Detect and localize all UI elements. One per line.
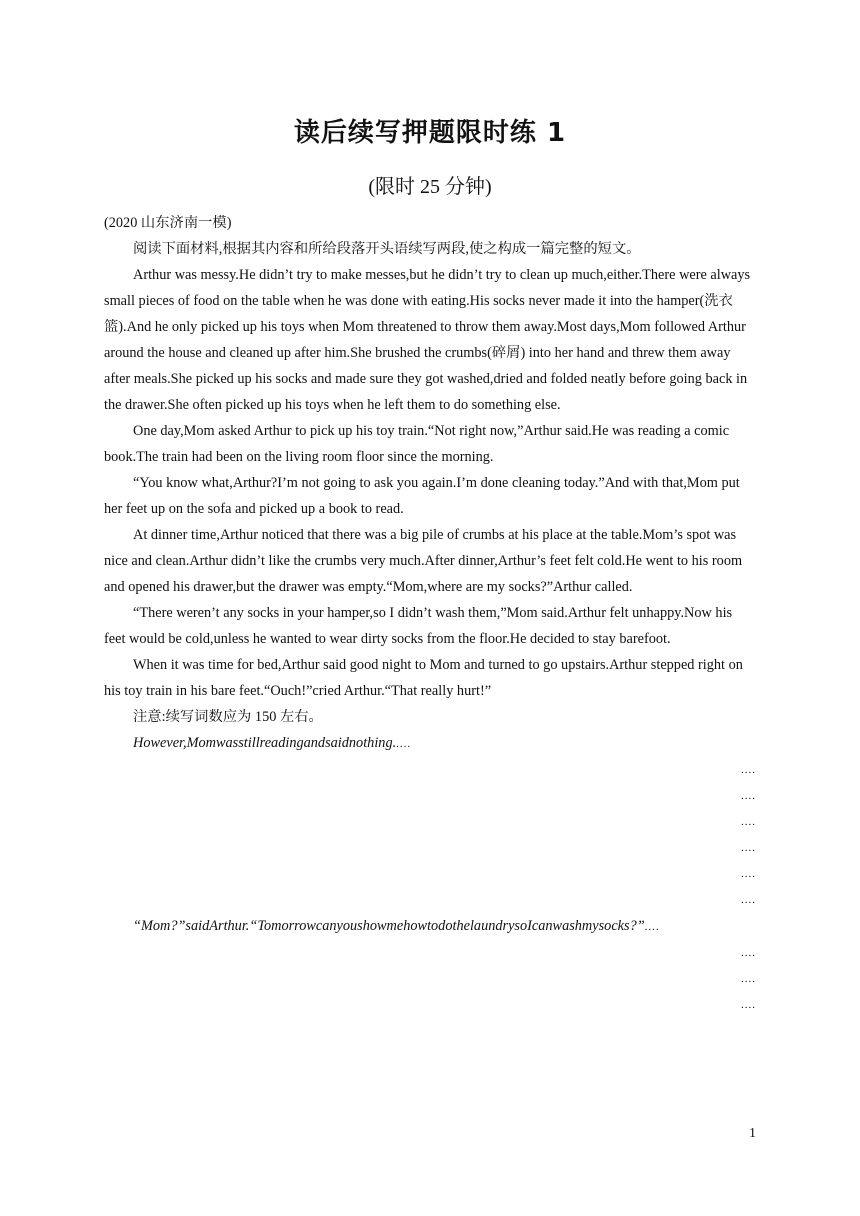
story-paragraph: “You know what,Arthur?I’m not going to ask you again.I’m done cleaning today.”And with that,Mom put her feet up on the sofa and picked up a book to read. (104, 475, 740, 517)
writing-line: .... (741, 816, 756, 828)
story-paragraph: When it was time for bed,Arthur said good night to Mom and turned to go upstairs.Arthur stepped right on his toy train in his bare feet.“Ouch!”cried Arthur.“That really hurt!” (104, 657, 743, 699)
story-paragraph: “There weren’t any socks in your hamper,so I didn’t wash them,”Mom said.Arthur felt unhappy.Now his feet would be cold,unless he wanted to wear dirty socks from the floor.He decided to stay barefoot. (104, 605, 733, 647)
story-paragraph: One day,Mom asked Arthur to pick up his toy train.“Not right now,”Arthur said.He was reading a comic book.The train had been on the living room floor since the morning. (104, 423, 730, 465)
page-number: 1 (749, 1126, 756, 1141)
writing-line: .... (741, 973, 756, 985)
document-body (104, 210, 756, 1018)
writing-line: .... (741, 790, 756, 802)
page-subtitle: (限时 25 分钟) (368, 176, 492, 198)
page-title: 读后续写押题限时练 1 (293, 118, 567, 148)
instruction-line: 阅读下面材料,根据其内容和所给段落开头语续写两段,使之构成一篇完整的短文。 (133, 241, 641, 257)
lead-1-text: However,Momwasstillreadingandsaidnothing. (133, 735, 397, 751)
lead-1-dots: .... (396, 738, 412, 750)
writing-line: .... (741, 842, 756, 854)
lead-2-text: “Mom?”saidArthur.“TomorrowcanyoushowmehowtodothelaundrysoIcanwashmysocks?” (133, 918, 645, 934)
story-paragraph: Arthur was messy.He didn’t try to make messes,but he didn’t try to clean up much,either.There were always small pieces of food on the table when he was done with eating.His socks never made it into the hamper(洗衣篮).And he only picked up his toys when Mom threatened to throw them away.Most days,Mom followed Arthur around the house and cleaned up after him.She brushed the crumbs(碎屑) into her hand and threw them away after meals.She picked up his socks and made sure they got washed,dried and folded neatly before going back in the drawer.She often picked up his toys when he left them to do something else. (104, 267, 751, 413)
source-line: (2020 山东济南一模) (104, 215, 232, 231)
story-paragraph: At dinner time,Arthur noticed that there was a big pile of crumbs at his place at the table.Mom’s spot was nice and clean.Arthur didn’t like the crumbs very much.After dinner,Arthur’s feet felt cold.He went to his room and opened his drawer,but the drawer was empty.“Mom,where are my socks?”Arthur called. (104, 527, 743, 595)
continuation-lead-2 (104, 913, 756, 940)
writing-line: .... (741, 894, 756, 906)
lead-2-dots: .... (644, 921, 660, 933)
writing-line: .... (741, 868, 756, 880)
writing-line: .... (741, 764, 756, 776)
writing-line: .... (741, 947, 756, 959)
continuation-lead-1 (104, 730, 756, 757)
writing-line: .... (741, 999, 756, 1011)
word-count-note: 注意:续写词数应为 150 左右。 (133, 709, 323, 725)
